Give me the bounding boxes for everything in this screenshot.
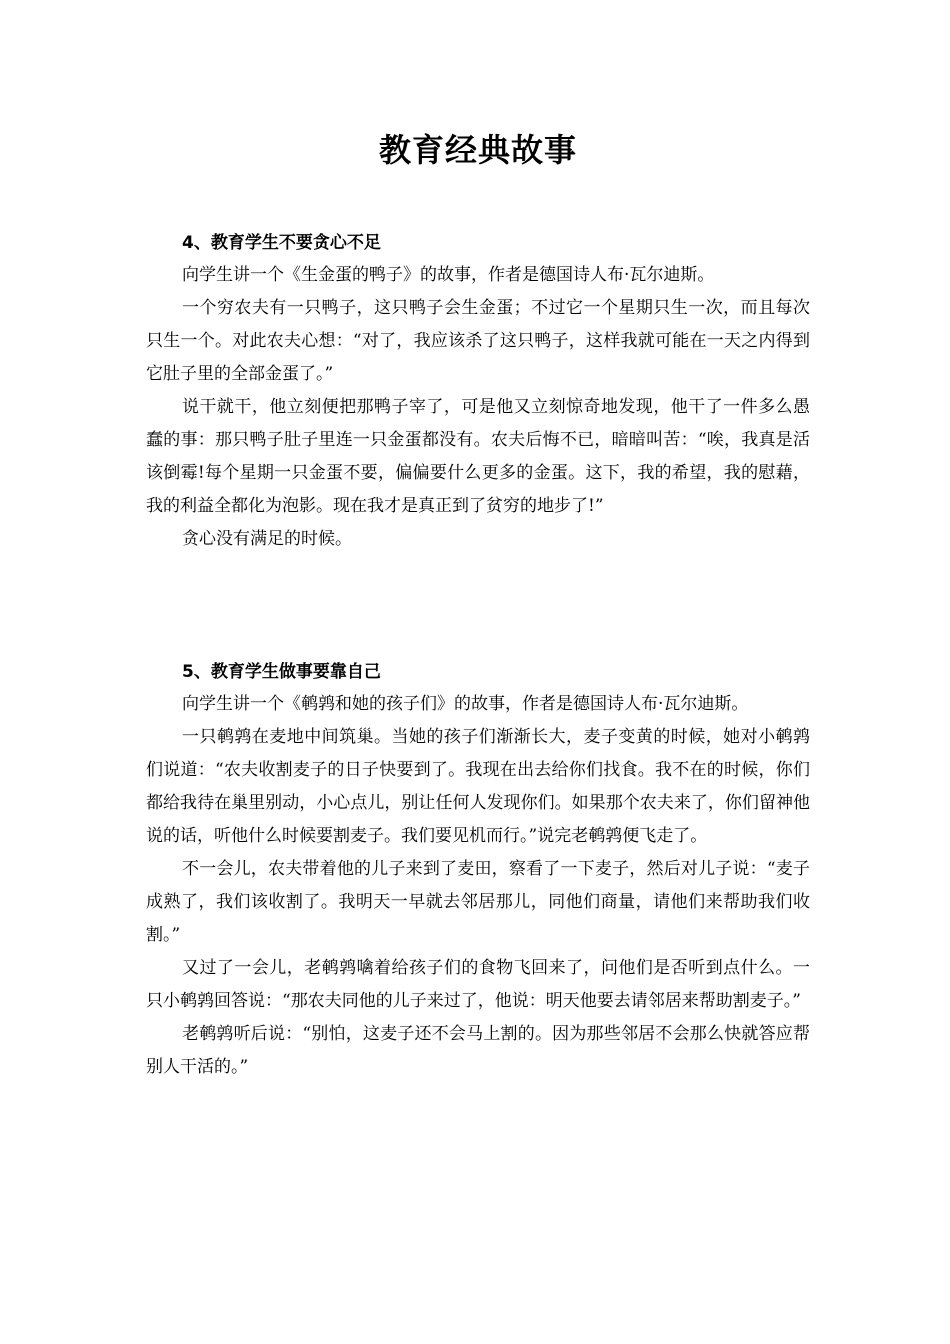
paragraph: 说干就干，他立刻便把那鸭子宰了，可是他又立刻惊奇地发现，他干了一件多么愚蠢的事：那只鸭子肚子里连一只金蛋都没有。农夫后悔不已，暗暗叫苦：“唉，我真是活该倒霉!每个星期一只金蛋不要，偏偏要什么更多的金蛋。这下，我的希望，我的慰藉，我的利益全都化为泡影。现在我才是真正到了贫穷的地步了!” xyxy=(146,397,810,516)
paragraph: 老鹌鹑听后说：“别怕，这麦子还不会马上割的。因为那些邻居不会那么快就答应帮别人干活的。” xyxy=(146,1024,810,1077)
paragraph: 向学生讲一个《鹌鹑和她的孩子们》的故事，作者是德国诗人布·瓦尔迪斯。 xyxy=(182,694,749,714)
document-title: 教育经典故事 xyxy=(378,131,577,169)
paragraph: 一只鹌鹑在麦地中间筑巢。当她的孩子们渐渐长大，麦子变黄的时候，她对小鹌鹑们说道：“农夫收割麦子的日子快要到了。我现在出去给你们找食。我不在的时候，你们都给我待在巢里别动，小心点儿，别让任何人发现你们。如果那个农夫来了，你们留神他说的话，听他什么时候要割麦子。我们要见机而行。”说完老鹌鹑便飞走了。 xyxy=(146,727,810,846)
section-heading: 5、教育学生做事要靠自己 xyxy=(182,662,381,682)
paragraph: 一个穷农夫有一只鸭子，这只鸭子会生金蛋；不过它一个星期只生一次，而且每次只生一个。对此农夫心想：“对了，我应该杀了这只鸭子，这样我就可能在一天之内得到它肚子里的全部金蛋了。” xyxy=(146,298,810,384)
story-section xyxy=(146,227,810,556)
paragraph: 不一会儿，农夫带着他的儿子来到了麦田，察看了一下麦子，然后对儿子说：“麦子成熟了，我们该收割了。我明天一早就去邻居那儿，同他们商量，请他们来帮助我们收割。” xyxy=(146,859,810,945)
paragraph: 又过了一会儿，老鹌鹑噙着给孩子们的食物飞回来了，问他们是否听到点什么。一只小鹌鹑回答说：“那农夫同他的儿子来过了，他说：明天他要去请邻居来帮助割麦子。” xyxy=(146,958,810,1011)
story-section xyxy=(146,656,810,1084)
paragraph: 贪心没有满足的时候。 xyxy=(182,529,352,549)
paragraph: 向学生讲一个《生金蛋的鸭子》的故事，作者是德国诗人布·瓦尔迪斯。 xyxy=(182,265,715,285)
section-heading: 4、教育学生不要贪心不足 xyxy=(182,233,381,253)
